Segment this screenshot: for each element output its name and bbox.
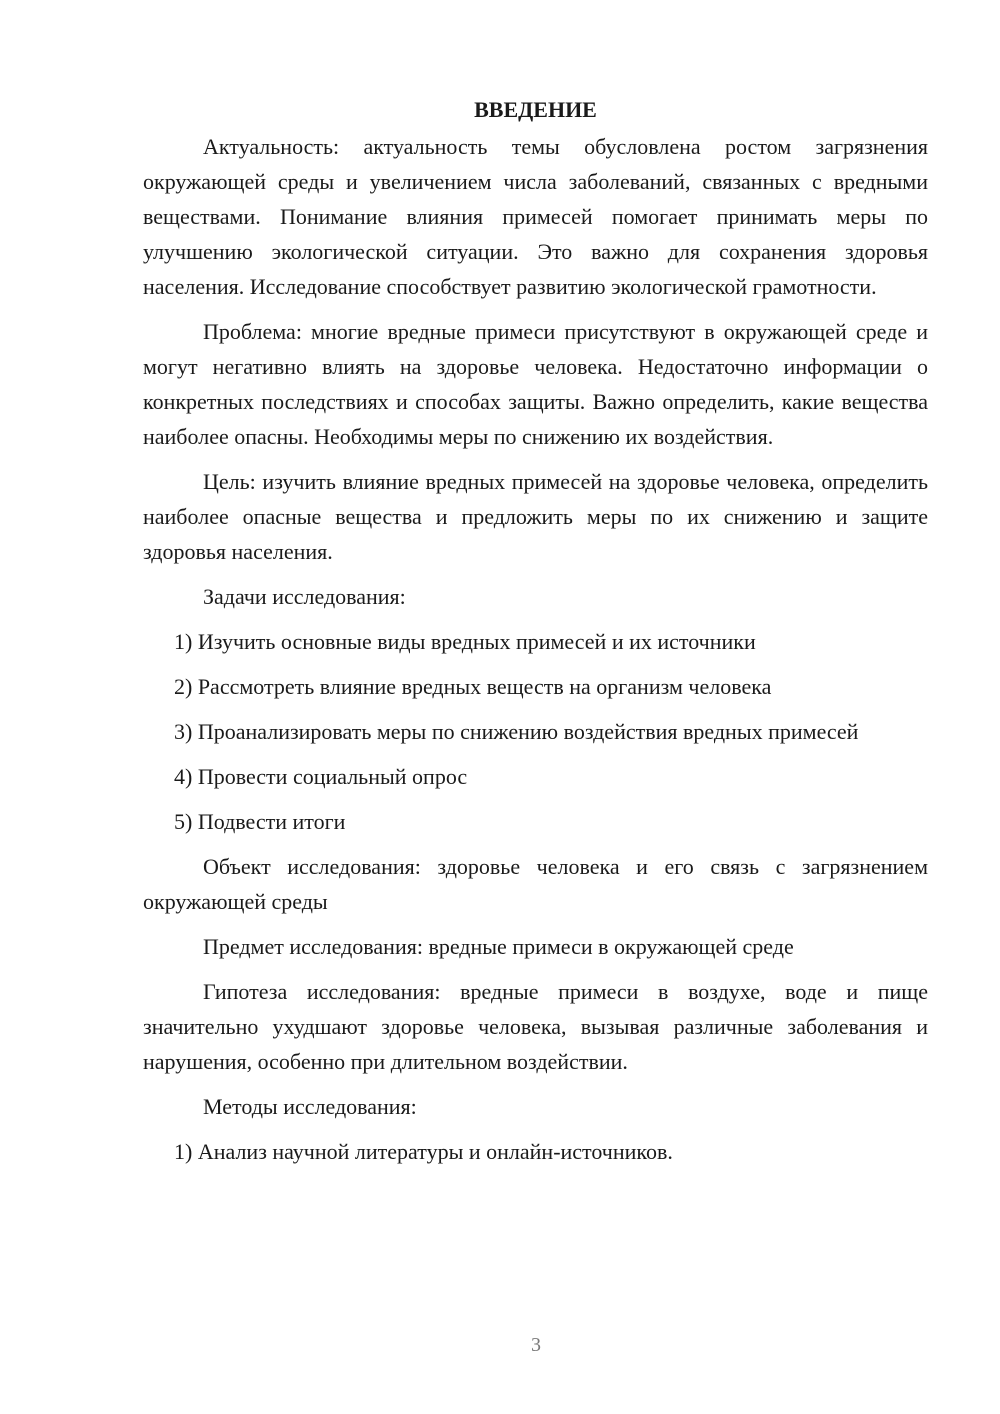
- tasks-heading: Задачи исследования:: [203, 584, 406, 609]
- task-item-1: 1) Изучить основные виды вредных примесей и их источники: [174, 629, 756, 654]
- relevance-paragraph: Актуальность: актуальность темы обусловлена ростом загрязнения окружающей среды и увеличением числа заболеваний, связанных с вредными веществами. Понимание влияния примесей помогает принимать меры по улучшению экологической ситуации. Это важно для сохранения здоровья населения. Исследование способствует развитию экологической грамотности.: [143, 134, 928, 299]
- page-title: ВВЕДЕНИЕ: [474, 97, 597, 122]
- problem-paragraph: Проблема: многие вредные примеси присутствуют в окружающей среде и могут негативно влиять на здоровье человека. Недостаточно информации о конкретных последствиях и способах защиты. Важно определить, какие вещества наиболее опасны. Необходимы меры по снижению их воздействия.: [143, 319, 928, 449]
- task-item-5: 5) Подвести итоги: [174, 809, 346, 834]
- hypothesis-paragraph: Гипотеза исследования: вредные примеси в воздухе, воде и пище значительно ухудшают здоровье человека, вызывая различные заболевания и нарушения, особенно при длительном воздействии.: [143, 979, 928, 1074]
- task-item-4: 4) Провести социальный опрос: [174, 764, 468, 789]
- task-item-2: 2) Рассмотреть влияние вредных веществ на организм человека: [174, 674, 772, 699]
- goal-paragraph: Цель: изучить влияние вредных примесей на здоровье человека, определить наиболее опасные вещества и предложить меры по их снижению и защите здоровья населения.: [143, 469, 928, 564]
- page-number: 3: [531, 1334, 541, 1356]
- methods-heading: Методы исследования:: [203, 1094, 417, 1119]
- page-content: [143, 92, 928, 1179]
- method-item-1: 1) Анализ научной литературы и онлайн-источников.: [174, 1139, 673, 1164]
- object-paragraph: Объект исследования: здоровье человека и его связь с загрязнением окружающей среды: [143, 854, 928, 914]
- task-item-3: 3) Проанализировать меры по снижению воздействия вредных примесей: [174, 719, 859, 744]
- subject-paragraph: Предмет исследования: вредные примеси в окружающей среде: [203, 934, 794, 959]
